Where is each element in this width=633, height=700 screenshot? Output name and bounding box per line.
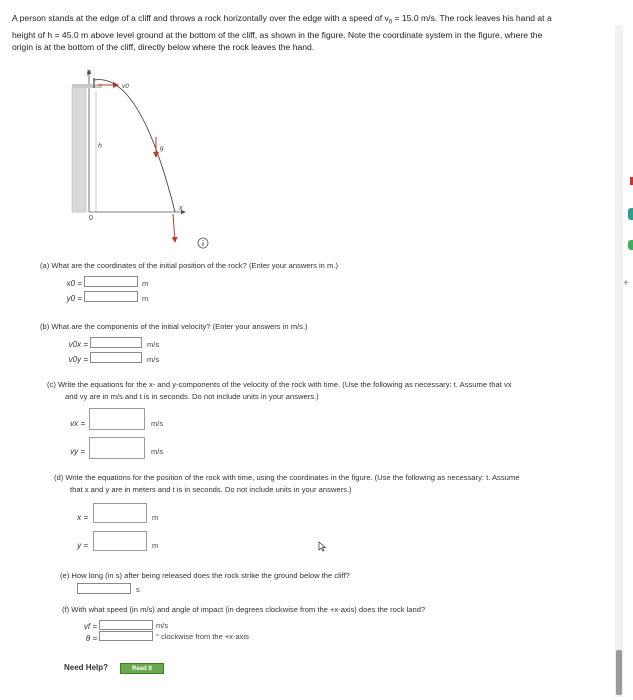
cliff-top (72, 84, 102, 88)
impact-angle-input[interactable] (99, 631, 153, 641)
need-help-label: Need Help? (64, 663, 109, 672)
scrollbar-track[interactable] (615, 25, 623, 697)
intro-line-1: A person stands at the edge of a cliff and throws a rock horizontally over the edge with a speed of $v_0 = 15.0$ m/s. The rock leaves his hand at a (12, 13, 552, 26)
part-c-line-1: (c) Write the equations for the x- and y-components of the velocity of the rock with time. (Use the following as necessary: t. Assume that vx (47, 380, 512, 389)
impact-time-input[interactable] (77, 583, 131, 594)
vy-unit: m/s (151, 447, 164, 456)
origin-label: 0 (89, 215, 93, 222)
y-position-unit: m (152, 541, 159, 550)
v0x-unit: m/s (147, 340, 160, 349)
part-a-question: (a) What are the coordinates of the initial position of the rock? (Enter your answers in m.) (40, 261, 338, 270)
vy-input[interactable] (89, 437, 145, 459)
x0-unit: m (142, 279, 149, 288)
x-position-unit: m (152, 513, 159, 522)
part-d-line-2: that x and y are in meters and t is in seconds. Do not include units in your answers.) (70, 485, 352, 494)
x-position-input[interactable] (93, 503, 147, 523)
v0y-unit: m/s (147, 355, 160, 364)
info-circle-icon[interactable] (197, 237, 209, 249)
part-d-question (54, 472, 604, 496)
impact-arrow (173, 214, 175, 242)
v0x-input[interactable] (90, 337, 142, 348)
vf-label: vf = (83, 622, 97, 631)
part-d-line-1: (d) Write the equations for the position of the rock with time, using the coordinates in the figure. (Use the following as necessary: t. Assume (54, 473, 520, 482)
x-position-label: x = (77, 513, 88, 522)
intro-line-3: origin is at the bottom of the cliff, directly below where the rock leaves the hand. (12, 41, 315, 52)
x0-label: x0 = (66, 279, 82, 288)
v0y-label: v0y = (68, 355, 88, 364)
cliff (72, 87, 86, 212)
v0x-label: v0x = (68, 340, 88, 349)
y-position-input[interactable] (93, 531, 147, 551)
g-label: g (160, 145, 164, 152)
x-axis-label: x (179, 205, 183, 212)
vx-input[interactable] (89, 408, 145, 430)
y-position-label: y = (77, 541, 88, 550)
cliff-figure (60, 62, 200, 247)
problem-statement (12, 12, 602, 53)
v0-label: v0 (122, 83, 129, 90)
theta-label: θ = (85, 634, 97, 643)
height-label: h (98, 143, 102, 150)
x0-input[interactable] (84, 276, 138, 287)
plus-icon[interactable]: + (623, 278, 629, 289)
read-it-button[interactable]: Read It (120, 663, 164, 674)
impact-angle-unit: ° clockwise from the +x-axis (156, 632, 249, 641)
mouse-cursor-icon (318, 541, 327, 552)
part-f-question: (f) With what speed (in m/s) and angle of impact (in degrees clockwise from the +x-axis) does the rock land? (62, 605, 426, 614)
part-e-question: (e) How long (in s) after being released does the rock strike the ground below the cliff? (60, 571, 350, 580)
vx-label: vx = (70, 419, 85, 428)
part-c-line-2: and vy are in m/s and t is in seconds. Do not include units in your answers.) (65, 392, 319, 401)
y0-unit: m (142, 294, 149, 303)
intro-line-2: height of h = 45.0 m above level ground at the bottom of the cliff, as shown in the figure. Note the coordinate system in the figure, where the (12, 29, 543, 40)
part-c-question (47, 379, 607, 403)
part-b-question: (b) What are the components of the initial velocity? (Enter your answers in m/s.) (40, 322, 308, 331)
v0y-input[interactable] (90, 352, 142, 363)
side-tab-green[interactable] (628, 240, 633, 250)
y0-input[interactable] (84, 291, 138, 302)
final-speed-input[interactable] (99, 620, 153, 630)
vy-label: vy = (70, 447, 85, 456)
vx-unit: m/s (151, 419, 164, 428)
impact-time-unit: s (136, 585, 140, 594)
y0-label: y0 = (66, 294, 82, 303)
scrollbar-thumb[interactable] (616, 650, 622, 695)
side-tab[interactable] (628, 208, 633, 220)
final-speed-unit: m/s (156, 621, 169, 630)
y-axis-label: y (87, 69, 91, 76)
